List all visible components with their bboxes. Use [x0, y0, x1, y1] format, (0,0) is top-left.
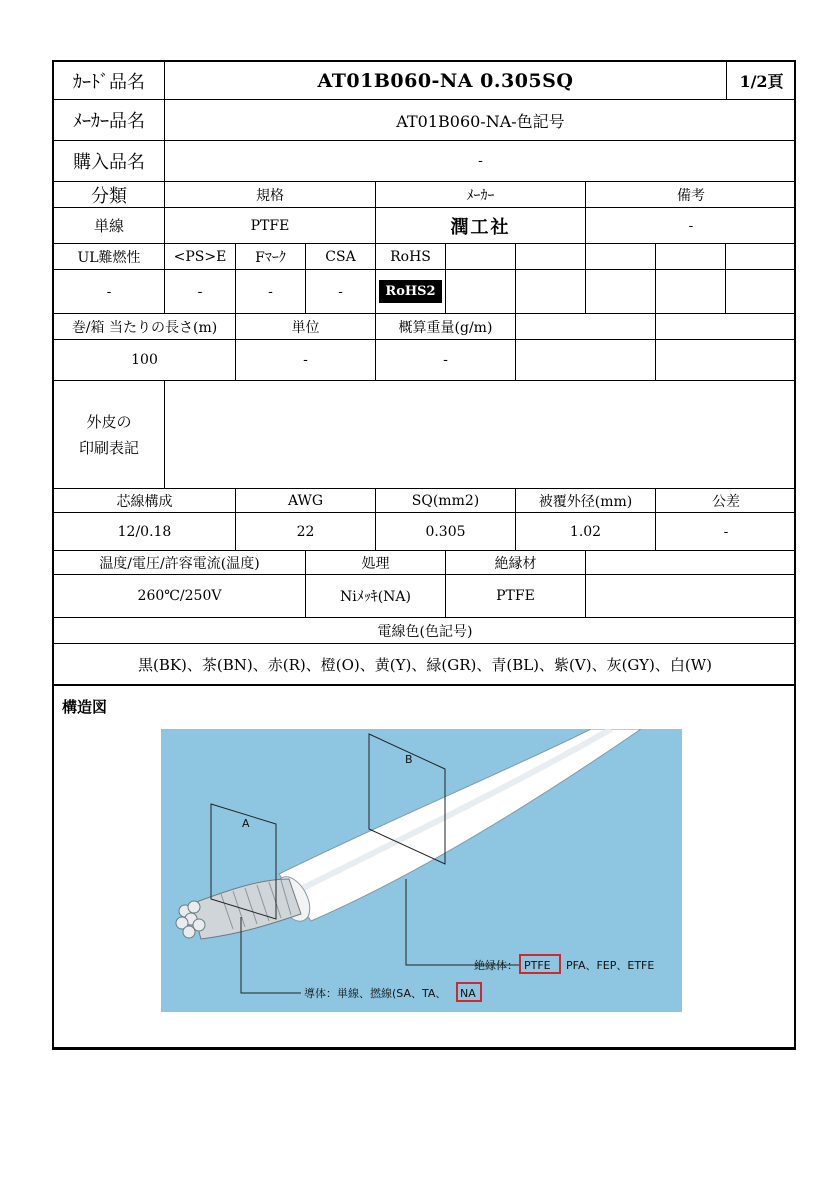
spec-sheet [52, 60, 796, 1050]
label-a: A [242, 817, 250, 830]
conductor-value-tolerance: - [656, 513, 796, 551]
class-value-category: 単線 [54, 208, 165, 244]
rating-header-temp: 温度/電圧/許容電流(温度) [54, 551, 306, 575]
conductor-strands [191, 879, 301, 939]
cert-header-empty [726, 244, 796, 270]
cable-insulation-body [279, 729, 641, 921]
cert-header-empty [586, 244, 656, 270]
print-label-line1: 外皮の [86, 412, 132, 431]
conductor-label-highlight: NA [460, 987, 476, 1000]
label-b: B [405, 753, 413, 766]
card-name-label: ｶｰﾄﾞ品名 [54, 62, 165, 100]
rohs2-badge: RoHS2 [379, 280, 441, 303]
reel-header-empty [516, 314, 656, 340]
cable-highlight [301, 729, 611, 889]
reel-header-length: 巻/箱 当たりの長さ(m) [54, 314, 236, 340]
conductor-value-sq: 0.305 [376, 513, 516, 551]
conductor-value-awg: 22 [236, 513, 376, 551]
conductor-value-od: 1.02 [516, 513, 656, 551]
reel-header-empty [656, 314, 796, 340]
cert-header-empty [446, 244, 516, 270]
cert-header-empty [656, 244, 726, 270]
cert-value-empty [516, 270, 586, 314]
print-value [165, 381, 796, 489]
conductor-header-od: 被覆外径(mm) [516, 489, 656, 513]
wire-color-value: 黒(BK)、茶(BN)、赤(R)、橙(O)、黄(Y)、緑(GR)、青(BL)、紫(V)、灰(GY)、白(W) [54, 644, 796, 686]
class-header-category: 分類 [54, 182, 165, 208]
conductor-label-prefix: 導体：単線、撚線(SA、TA、 [304, 987, 447, 1000]
cert-value-empty [726, 270, 796, 314]
reel-value-length: 100 [54, 340, 236, 381]
class-header-maker: ﾒｰｶｰ [376, 182, 586, 208]
cert-value-empty [446, 270, 516, 314]
rating-value-temp: 260℃/250V [54, 575, 306, 618]
insulator-leader-line [406, 879, 521, 965]
class-header-standard: 規格 [165, 182, 376, 208]
cert-header-rohs: RoHS [376, 244, 446, 270]
wire-color-header: 電線色(色記号) [54, 618, 796, 644]
rating-header-empty [586, 551, 796, 575]
rating-value-insulation: PTFE [446, 575, 586, 618]
reel-value-unit: - [236, 340, 376, 381]
cert-header-ul: UL難燃性 [54, 244, 165, 270]
cert-value-csa: - [306, 270, 376, 314]
print-label-line2: 印刷表記 [78, 438, 139, 457]
conductor-header-awg: AWG [236, 489, 376, 513]
insulator-label-prefix: 絶縁体： [474, 959, 518, 972]
cert-header-csa: CSA [306, 244, 376, 270]
structure-title: 構造図 [62, 698, 108, 716]
cert-value-rohs [376, 270, 446, 314]
reel-header-unit: 単位 [236, 314, 376, 340]
purchase-name-value: - [165, 141, 796, 182]
reel-value-empty [656, 340, 796, 381]
page-number: 1/2頁 [727, 62, 796, 100]
rating-header-treatment: 処理 [306, 551, 446, 575]
cert-value-fmark: - [236, 270, 306, 314]
rating-header-insulation: 絶縁材 [446, 551, 586, 575]
maker-part-label: ﾒｰｶｰ品名 [54, 100, 165, 141]
insulator-label-highlight: PTFE [524, 959, 551, 972]
cert-value-pse: - [165, 270, 236, 314]
cert-value-empty [656, 270, 726, 314]
class-value-maker: 潤工社 [376, 208, 586, 244]
cert-header-fmark: Fﾏｰｸ [236, 244, 306, 270]
conductor-value-strand: 12/0.18 [54, 513, 236, 551]
print-label [54, 381, 165, 489]
cert-header-pse: <PS>E [165, 244, 236, 270]
cert-value-ul: - [54, 270, 165, 314]
class-value-standard: PTFE [165, 208, 376, 244]
purchase-name-label: 購入品名 [54, 141, 165, 182]
maker-part-value: AT01B060-NA-色記号 [165, 100, 796, 141]
insulator-label-rest: PFA、FEP、ETFE [566, 959, 655, 972]
conductor-header-tolerance: 公差 [656, 489, 796, 513]
card-name-value: AT01B060-NA 0.305SQ [165, 62, 727, 100]
rating-value-empty [586, 575, 796, 618]
conductor-header-sq: SQ(mm2) [376, 489, 516, 513]
reel-header-weight: 概算重量(g/m) [376, 314, 516, 340]
reel-value-empty [516, 340, 656, 381]
cert-value-empty [586, 270, 656, 314]
class-value-remarks: - [586, 208, 796, 244]
structure-diagram [161, 729, 682, 1012]
rating-value-treatment: Niﾒｯｷ(NA) [306, 575, 446, 618]
conductor-header-strand: 芯線構成 [54, 489, 236, 513]
cert-header-empty [516, 244, 586, 270]
cable-illustration [161, 729, 682, 1012]
class-header-remarks: 備考 [586, 182, 796, 208]
reel-value-weight: - [376, 340, 516, 381]
